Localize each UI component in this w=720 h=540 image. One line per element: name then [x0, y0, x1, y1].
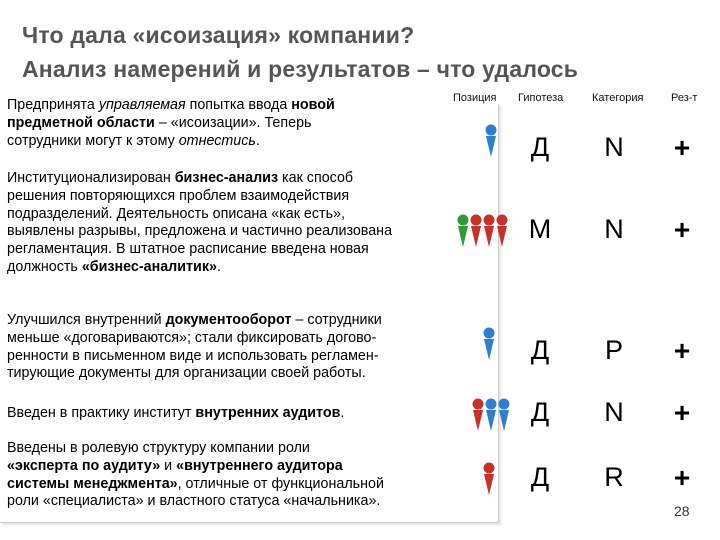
result-cell: + — [673, 214, 691, 245]
row-3-description — [7, 312, 497, 383]
description-text: попытка ввода — [185, 97, 292, 113]
description-text: . — [340, 405, 345, 421]
description-line — [7, 365, 497, 383]
hypothesis-cell: Д — [530, 462, 550, 492]
description-text: новой — [291, 97, 335, 113]
description-text: Предпринята — [7, 97, 99, 113]
description-text: ренности в письменном виде и использовать регламен- — [7, 347, 379, 364]
description-line — [7, 440, 497, 458]
row-4-description — [7, 405, 497, 423]
category-cell: N — [604, 397, 624, 427]
description-line — [7, 97, 497, 115]
description-line — [7, 170, 497, 188]
description-line — [7, 493, 497, 511]
description-text: как способ — [278, 170, 354, 186]
description-text: – «исоизации». Теперь — [154, 114, 312, 131]
description-text: Введен в практику институт — [7, 405, 196, 421]
description-line — [7, 223, 497, 241]
description-text: регламентация. В штатное расписание введена новая — [7, 241, 369, 258]
hypothesis-cell: Д — [530, 132, 550, 162]
description-line — [7, 476, 497, 494]
category-cell: N — [604, 214, 624, 244]
red-pin-icon — [469, 214, 483, 248]
description-text: , отличные от функциональной — [177, 475, 384, 492]
description-text: «бизнес-аналитик» — [81, 258, 217, 275]
description-text: . — [255, 132, 260, 149]
description-text: тирующие документы для организации своей работы. — [7, 365, 366, 382]
row-2-description — [7, 170, 497, 277]
page-number: 28 — [674, 503, 690, 519]
description-line — [7, 115, 497, 133]
description-line — [7, 458, 497, 476]
description-text: «эксперта по аудиту» — [7, 457, 161, 474]
description-line — [7, 188, 497, 206]
description-text: Введены в ролевую структуру компании роли — [7, 440, 310, 456]
description-text: – сотрудники — [291, 312, 382, 328]
description-text: должность — [7, 258, 82, 275]
description-text: предметной области — [7, 114, 155, 131]
description-line — [7, 405, 497, 423]
result-cell: + — [673, 132, 691, 163]
red-pin-icon — [495, 214, 509, 248]
red-pin-icon — [482, 214, 496, 248]
description-line — [7, 259, 497, 277]
description-text: . — [216, 258, 221, 275]
description-text: меньше «договариваются»; стали фиксировать догово- — [7, 329, 377, 346]
column-header-position: Позиция — [453, 92, 497, 104]
blue-pin-icon — [482, 327, 496, 361]
description-line — [7, 241, 497, 259]
description-line — [7, 312, 497, 330]
description-line — [7, 206, 497, 224]
description-line — [7, 133, 497, 151]
description-text: бизнес-анализ — [174, 170, 279, 186]
row-5-description — [7, 440, 497, 511]
category-cell: N — [604, 132, 624, 162]
result-cell: + — [673, 397, 691, 428]
hypothesis-cell: Д — [530, 397, 550, 427]
hypothesis-cell: М — [528, 214, 552, 244]
result-cell: + — [673, 462, 691, 493]
red-pin-icon — [471, 398, 485, 432]
description-text: отнестись — [178, 132, 256, 149]
description-line — [7, 330, 497, 348]
slide-title: Что дала «исоизация» компании? — [22, 22, 415, 48]
column-header-result: Рез-т — [671, 92, 698, 104]
description-text: документооборот — [165, 312, 292, 328]
green-pin-icon — [456, 214, 470, 248]
column-header-category: Категория — [592, 92, 644, 104]
description-text: системы менеджмента» — [7, 475, 178, 492]
row-1-description — [7, 97, 497, 150]
description-text: внутренних аудитов — [195, 405, 341, 421]
description-text: выявлены разрывы, предложена и частично реализована — [7, 223, 393, 240]
description-text: роли «специалиста» и властного статуса «начальника». — [7, 493, 381, 510]
category-cell: R — [604, 462, 624, 492]
red-pin-icon — [482, 462, 496, 496]
blue-pin-icon — [484, 124, 498, 158]
description-text: сотрудники могут к этому — [7, 132, 179, 149]
slide-subtitle: Анализ намерений и результатов – что удалось — [22, 56, 579, 82]
description-text: Улучшился внутренний — [7, 312, 166, 328]
blue-pin-icon — [497, 398, 511, 432]
description-text: «внутреннего аудитора — [176, 457, 343, 474]
category-cell: Р — [604, 335, 623, 365]
column-header-hypothesis: Гипотеза — [518, 92, 564, 104]
description-text: Институционализирован — [7, 170, 175, 186]
result-cell: + — [673, 335, 691, 366]
description-line — [7, 348, 497, 366]
description-text: и — [160, 457, 177, 474]
blue-pin-icon — [484, 398, 498, 432]
description-text: управляемая — [98, 97, 186, 113]
description-text: подразделений. Деятельность описана «как есть», — [7, 205, 345, 222]
description-text: решения повторяющихся проблем взаимодействия — [7, 187, 350, 204]
hypothesis-cell: Д — [530, 335, 550, 365]
